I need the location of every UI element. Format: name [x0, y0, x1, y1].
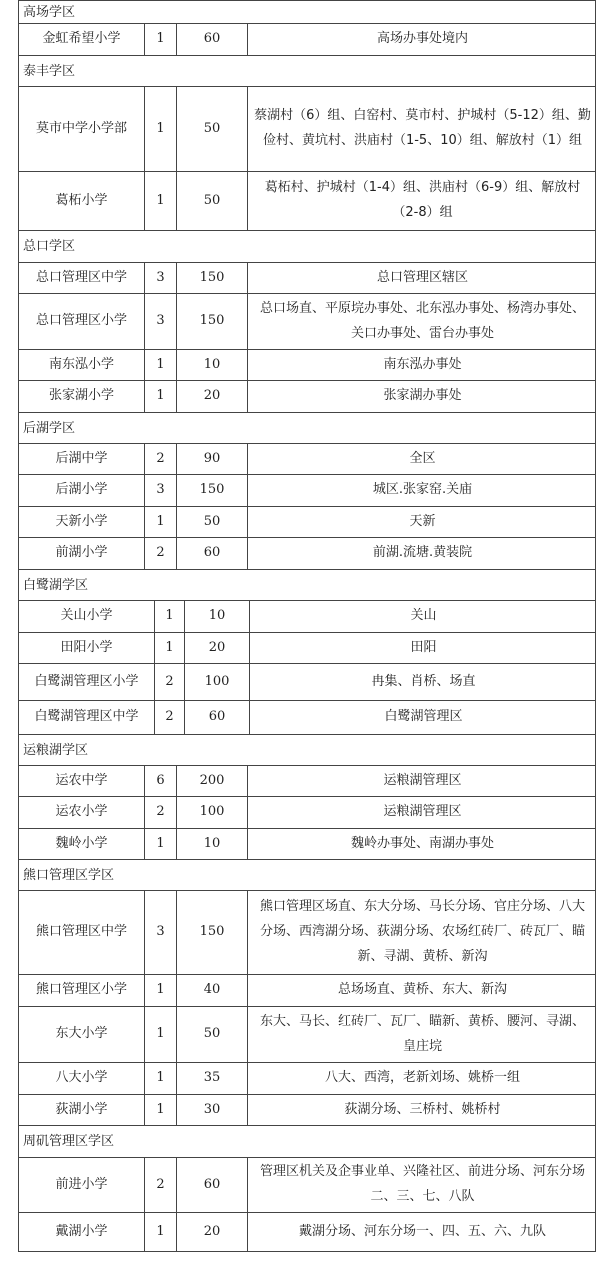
class-count: 1	[154, 633, 184, 663]
student-count: 100	[176, 797, 247, 828]
school-row	[18, 797, 596, 829]
school-row	[18, 1158, 596, 1213]
class-count: 1	[144, 350, 176, 380]
student-count: 100	[184, 664, 249, 700]
student-count: 150	[176, 263, 247, 293]
school-row	[18, 766, 596, 797]
district-name: 熊口管理区学区	[23, 867, 115, 883]
student-count: 150	[176, 891, 247, 974]
service-area: 张家湖办事处	[247, 381, 597, 412]
class-count: 2	[144, 444, 176, 474]
service-area: 戴湖分场、河东分场一、四、五、六、九队	[247, 1213, 597, 1251]
student-count: 20	[184, 633, 249, 663]
student-count: 50	[176, 1007, 247, 1062]
class-count: 1	[154, 601, 184, 632]
school-row	[18, 507, 596, 538]
class-count: 1	[144, 507, 176, 537]
school-row	[18, 975, 596, 1007]
service-area: 总口场直、平原垸办事处、北东泓办事处、杨湾办事处、关口办事处、雷台办事处	[247, 294, 597, 349]
school-name: 八大小学	[55, 1070, 108, 1086]
class-count: 1	[144, 381, 176, 412]
school-name: 运农中学	[55, 772, 108, 788]
service-area: 天新	[247, 507, 597, 537]
district-name: 运粮湖学区	[23, 742, 89, 758]
class-count: 2	[154, 701, 184, 734]
class-count: 3	[144, 891, 176, 974]
student-count: 30	[176, 1095, 247, 1125]
district-row	[18, 1126, 596, 1158]
district-row	[18, 231, 596, 263]
school-name: 熊口管理区小学	[35, 982, 127, 998]
school-row	[18, 24, 596, 56]
class-count: 2	[154, 664, 184, 700]
service-area: 田阳	[249, 633, 597, 663]
school-row	[18, 633, 596, 664]
school-name: 戴湖小学	[55, 1223, 108, 1239]
school-name: 总口管理区中学	[35, 269, 127, 285]
service-area: 蔡湖村（6）组、白窑村、莫市村、护城村（5-12）组、勤俭村、黄坑村、洪庙村（1-5、10）组、解放村（1）组	[247, 87, 597, 171]
school-row	[18, 1095, 596, 1126]
service-area: 关山	[249, 601, 597, 632]
district-row	[18, 860, 596, 891]
student-count: 50	[176, 87, 247, 171]
district-name: 高场学区	[23, 4, 76, 20]
school-row	[18, 263, 596, 294]
student-count: 60	[176, 538, 247, 569]
district-row	[18, 735, 596, 766]
student-count: 20	[176, 381, 247, 412]
service-area: 运粮湖管理区	[247, 766, 597, 796]
class-count: 3	[144, 263, 176, 293]
service-area: 全区	[247, 444, 597, 474]
school-row	[18, 601, 596, 633]
service-area: 冉集、肖桥、场直	[249, 664, 597, 700]
school-name: 南东泓小学	[48, 356, 114, 372]
school-name: 运农小学	[55, 804, 108, 820]
service-area: 熊口管理区场直、东大分场、马长分场、官庄分场、八大分场、西湾湖分场、荻湖分场、农场红砖厂、砖瓦厂、瞄新、寻湖、黄桥、新沟	[247, 891, 597, 974]
school-name: 白鹭湖管理区小学	[34, 673, 139, 689]
student-count: 50	[176, 507, 247, 537]
service-area: 总口管理区辖区	[247, 263, 597, 293]
class-count: 1	[144, 24, 176, 55]
service-area: 魏岭办事处、南湖办事处	[247, 829, 597, 859]
class-count: 1	[144, 829, 176, 859]
student-count: 10	[176, 350, 247, 380]
school-name: 白鹭湖管理区中学	[34, 709, 139, 725]
student-count: 10	[176, 829, 247, 859]
school-name: 张家湖小学	[48, 388, 114, 404]
student-count: 40	[176, 975, 247, 1006]
class-count: 3	[144, 294, 176, 349]
school-name: 金虹希望小学	[42, 31, 121, 47]
district-name: 泰丰学区	[23, 63, 76, 79]
student-count: 60	[184, 701, 249, 734]
service-area: 东大、马长、红砖厂、瓦厂、瞄新、黄桥、腰河、寻湖、皇庄垸	[247, 1007, 597, 1062]
school-row	[18, 538, 596, 570]
district-name: 白鹭湖学区	[23, 577, 89, 593]
student-count: 20	[176, 1213, 247, 1251]
student-count: 200	[176, 766, 247, 796]
service-area: 总场场直、黄桥、东大、新沟	[247, 975, 597, 1006]
school-row	[18, 172, 596, 231]
service-area: 高场办事处境内	[247, 24, 597, 55]
class-count: 1	[144, 1213, 176, 1251]
class-count: 1	[144, 172, 176, 230]
school-row	[18, 87, 596, 172]
service-area: 前湖.流塘.黄装院	[247, 538, 597, 569]
school-row	[18, 701, 596, 735]
school-name: 后湖中学	[55, 450, 108, 466]
student-count: 150	[176, 475, 247, 506]
school-row	[18, 444, 596, 475]
service-area: 八大、西湾，老新刘场、姚桥一组	[247, 1063, 597, 1094]
class-count: 1	[144, 1095, 176, 1125]
school-name: 前湖小学	[55, 545, 108, 561]
school-name: 田阳小学	[60, 639, 113, 655]
school-row	[18, 664, 596, 701]
student-count: 50	[176, 172, 247, 230]
school-row	[18, 1007, 596, 1063]
class-count: 1	[144, 975, 176, 1006]
class-count: 2	[144, 797, 176, 828]
student-count: 150	[176, 294, 247, 349]
school-name: 葛柘小学	[55, 192, 108, 208]
school-row	[18, 294, 596, 350]
district-row	[18, 413, 596, 444]
student-count: 35	[176, 1063, 247, 1094]
school-row	[18, 381, 596, 413]
district-name: 周矶管理区学区	[23, 1134, 115, 1149]
class-count: 1	[144, 87, 176, 171]
school-name: 荻湖小学	[55, 1101, 108, 1117]
service-area: 白鹭湖管理区	[249, 701, 597, 734]
school-name: 东大小学	[55, 1026, 108, 1042]
school-name: 关山小学	[60, 608, 113, 624]
school-row	[18, 350, 596, 381]
class-count: 3	[144, 475, 176, 506]
class-count: 2	[144, 1158, 176, 1212]
service-area: 荻湖分场、三桥村、姚桥村	[247, 1095, 597, 1125]
district-name: 总口学区	[23, 239, 76, 254]
school-row	[18, 1213, 596, 1252]
class-count: 6	[144, 766, 176, 796]
student-count: 90	[176, 444, 247, 474]
district-name: 后湖学区	[23, 420, 76, 436]
school-name: 魏岭小学	[55, 835, 108, 851]
school-name: 总口管理区小学	[35, 313, 127, 329]
service-area: 葛柘村、护城村（1-4）组、洪庙村（6-9）组、解放村（2-8）组	[247, 172, 597, 230]
service-area: 城区.张家窑.关庙	[247, 475, 597, 506]
student-count: 60	[176, 1158, 247, 1212]
school-name: 前进小学	[55, 1176, 108, 1192]
school-row	[18, 475, 596, 507]
service-area: 南东泓办事处	[247, 350, 597, 380]
class-count: 1	[144, 1063, 176, 1094]
school-name: 熊口管理区中学	[35, 924, 127, 940]
service-area: 运粮湖管理区	[247, 797, 597, 828]
school-row	[18, 829, 596, 860]
district-row	[18, 0, 596, 24]
district-row	[18, 56, 596, 87]
school-name: 天新小学	[55, 513, 108, 529]
class-count: 1	[144, 1007, 176, 1062]
class-count: 2	[144, 538, 176, 569]
school-row	[18, 891, 596, 975]
school-row	[18, 1063, 596, 1095]
student-count: 60	[176, 24, 247, 55]
school-name: 莫市中学小学部	[35, 120, 127, 136]
service-area: 管理区机关及企事业单、兴隆社区、前进分场、河东分场二、三、七、八队	[247, 1158, 597, 1212]
student-count: 10	[184, 601, 249, 632]
school-name: 后湖小学	[55, 482, 108, 498]
district-row	[18, 570, 596, 601]
